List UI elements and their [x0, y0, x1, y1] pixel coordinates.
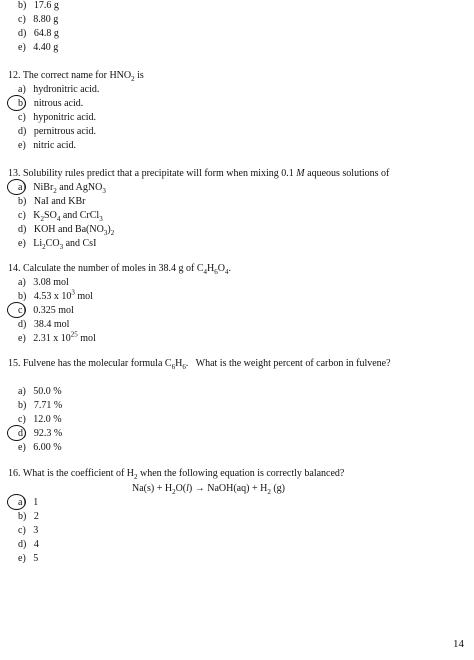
q11-option-b: b) 17.6 g	[18, 0, 59, 11]
q11-option-e: e) 4.40 g	[18, 42, 59, 53]
q13-option-e: e) $Li_2CO_3$ and CsI	[18, 238, 97, 251]
q15-option-c: c) 12.0 %	[18, 414, 62, 425]
q14-stem: 14. Calculate the number of moles in 38.4 g of $C_4H_6O_4$.	[8, 263, 231, 276]
page-number: 14	[453, 638, 464, 650]
q13-option-a: a) NiBr$_2$ and AgNO$_3$	[18, 182, 106, 195]
q13-option-c: c) $K_2SO_4$ and CrCl$_3$	[18, 210, 103, 223]
q15-option-d: d) 92.3 %	[18, 428, 63, 439]
q15-answer-circle	[7, 425, 26, 441]
q12-option-d: d) pernitrous acid.	[18, 126, 97, 137]
q12-option-b: b) nitrous acid.	[18, 98, 84, 109]
q16-answer-circle	[7, 494, 26, 510]
q14-option-b: b) 4.53 x $10^3$ mol	[18, 288, 93, 302]
q13-option-b: b) NaI and KBr	[18, 196, 86, 207]
q15-stem: 15. Fulvene has the molecular formula $C_6H_6$. What is the weight percent of carbon in fulvene?	[8, 358, 391, 371]
q16-option-c: c) 3	[18, 525, 39, 536]
q14-option-c: c) 0.325 mol	[18, 305, 74, 316]
q12-option-c: c) hyponitric acid.	[18, 112, 97, 123]
q16-option-d: d) 4	[18, 539, 39, 550]
q13-answer-circle	[7, 179, 26, 195]
q15-option-e: e) 6.00 %	[18, 442, 62, 453]
q14-option-e: e) 2.31 x $10^{25}$ mol	[18, 330, 96, 344]
q12-option-e: e) nitric acid.	[18, 140, 77, 151]
q13-stem: 13. Solubility rules predict that a precipitate will form when mixing 0.1 M aqueous solutions of	[8, 168, 390, 179]
q11-option-d: d) 64.8 g	[18, 28, 59, 39]
q14-option-a: a) 3.08 mol	[18, 277, 69, 288]
q14-option-d: d) 38.4 mol	[18, 319, 70, 330]
q16-option-a: a) 1	[18, 497, 39, 508]
q15-option-b: b) 7.71 %	[18, 400, 63, 411]
q13-option-d: d) KOH and $Ba(NO_3)_2$	[18, 224, 115, 237]
q12-stem: 12. The correct name for $HNO_2$ is	[8, 70, 144, 83]
q16-stem: 16. What is the coefficient of $H_2$ when the following equation is correctly balanced?	[8, 468, 345, 481]
q11-option-c: c) 8.80 g	[18, 14, 59, 25]
q14-answer-circle	[7, 302, 26, 318]
q16-option-e: e) 5	[18, 553, 39, 564]
q16-equation: $Na(s) + H_2O(l)$ → NaOH(aq) + $H_2$ (g)	[132, 483, 285, 496]
q15-option-a: a) 50.0 %	[18, 386, 62, 397]
q12-option-a: a) hydronitric acid.	[18, 84, 100, 95]
q16-option-b: b) 2	[18, 511, 39, 522]
q12-answer-circle	[7, 95, 26, 111]
